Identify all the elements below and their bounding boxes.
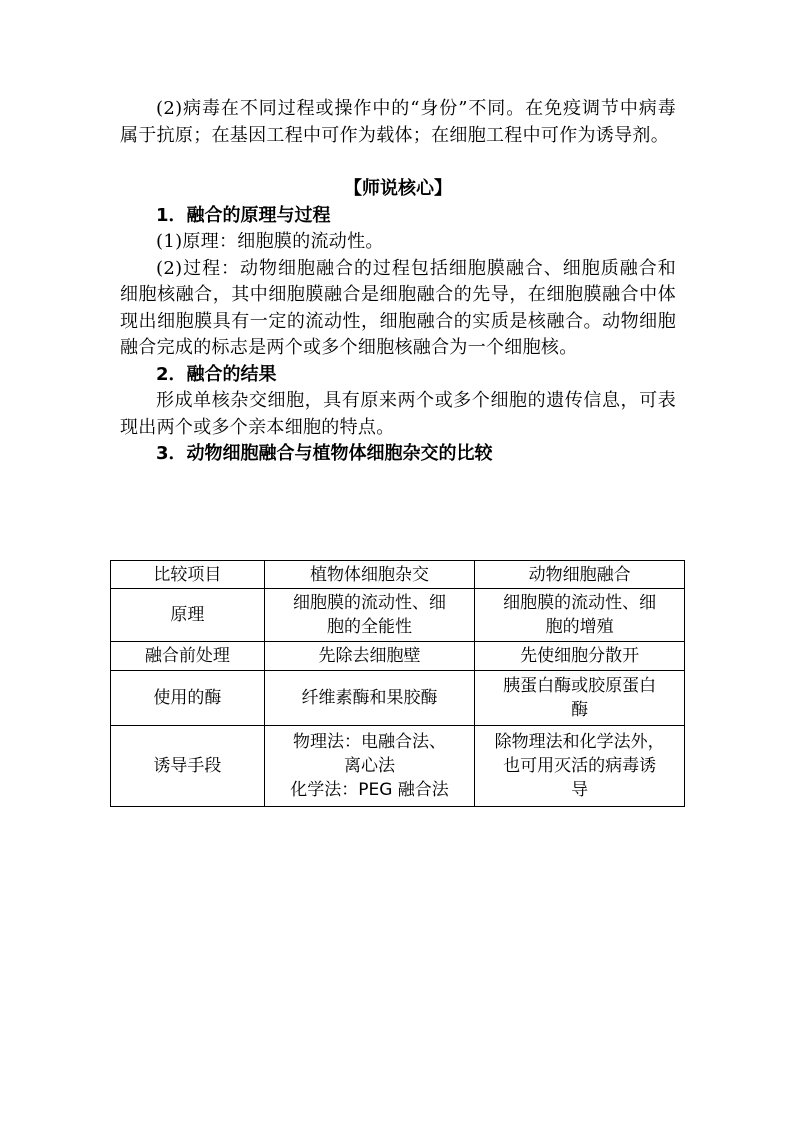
table-cell-animal	[475, 671, 685, 726]
table-cell-item: 原理	[111, 589, 265, 642]
cell-line: 细胞膜的流动性、细	[293, 593, 447, 613]
cell-line: 酶	[571, 700, 589, 720]
table-cell-plant	[264, 726, 475, 807]
cell-line: 先使细胞分散开	[520, 646, 640, 666]
table-cell-animal	[475, 726, 685, 807]
table-cell-plant	[264, 671, 475, 726]
result-paragraph: 形成单核杂交细胞，具有原来两个或多个细胞的遗传信息，可表现出两个或多个亲本细胞的特点。	[120, 390, 676, 438]
cell-line: 纤维素酶和果胶酶	[301, 688, 438, 708]
cell-line: 离心法	[344, 756, 396, 776]
comparison-table	[110, 560, 685, 807]
cell-line: 导	[571, 780, 589, 800]
cell-line: 胞的增殖	[545, 617, 614, 637]
heading-result: 2．融合的结果	[156, 363, 277, 385]
header-cell-animal: 动物细胞融合	[475, 561, 685, 589]
table-cell-item: 使用的酶	[111, 671, 265, 726]
cell-line: 也可用灭活的病毒诱	[503, 756, 657, 776]
table-header-row	[111, 561, 685, 589]
table-cell-item: 诱导手段	[111, 726, 265, 807]
intro-paragraph: (2)病毒在不同过程或操作中的“身份”不同。在免疫调节中病毒属于抗原；在基因工程中可作为载体；在细胞工程中可作为诱导剂。	[120, 98, 676, 146]
cell-line: 化学法：PEG 融合法	[290, 780, 449, 800]
table-row	[111, 726, 685, 807]
heading-principle-process: 1．融合的原理与过程	[156, 204, 331, 226]
header-cell-plant: 植物体细胞杂交	[264, 561, 475, 589]
table-row	[111, 589, 685, 642]
principle-paragraph: (1)原理：细胞膜的流动性。	[156, 231, 384, 252]
spacer	[120, 149, 676, 176]
cell-line: 细胞膜的流动性、细	[503, 593, 657, 613]
table-cell-animal	[475, 642, 685, 671]
section-title: 【师说核心】	[344, 178, 452, 199]
cell-line: 除物理法和化学法外，	[494, 732, 665, 752]
table-cell-item: 融合前处理	[111, 642, 265, 671]
process-paragraph: (2)过程：动物细胞融合的过程包括细胞膜融合、细胞质融合和细胞核融合，其中细胞膜融合是细胞融合的先导，在细胞膜融合中体现出细胞膜具有一定的流动性，细胞融合的实质是核融合。动物细胞融合完成的标志是两个或多个细胞核融合为一个细胞核。	[120, 257, 676, 358]
comparison-table-wrapper	[110, 560, 685, 807]
table-cell-plant	[264, 589, 475, 642]
table-row	[111, 642, 685, 671]
table-cell-animal	[475, 589, 685, 642]
cell-line: 先除去细胞壁	[318, 646, 421, 666]
cell-line: 胞的全能性	[327, 617, 413, 637]
cell-line: 物理法：电融合法、	[293, 732, 447, 752]
table-row	[111, 671, 685, 726]
header-cell-item: 比较项目	[111, 561, 265, 589]
table-cell-plant	[264, 642, 475, 671]
document-body	[120, 96, 676, 468]
heading-comparison: 3．动物细胞融合与植物体细胞杂交的比较	[156, 443, 493, 464]
cell-line: 胰蛋白酶或胶原蛋白	[503, 676, 657, 696]
